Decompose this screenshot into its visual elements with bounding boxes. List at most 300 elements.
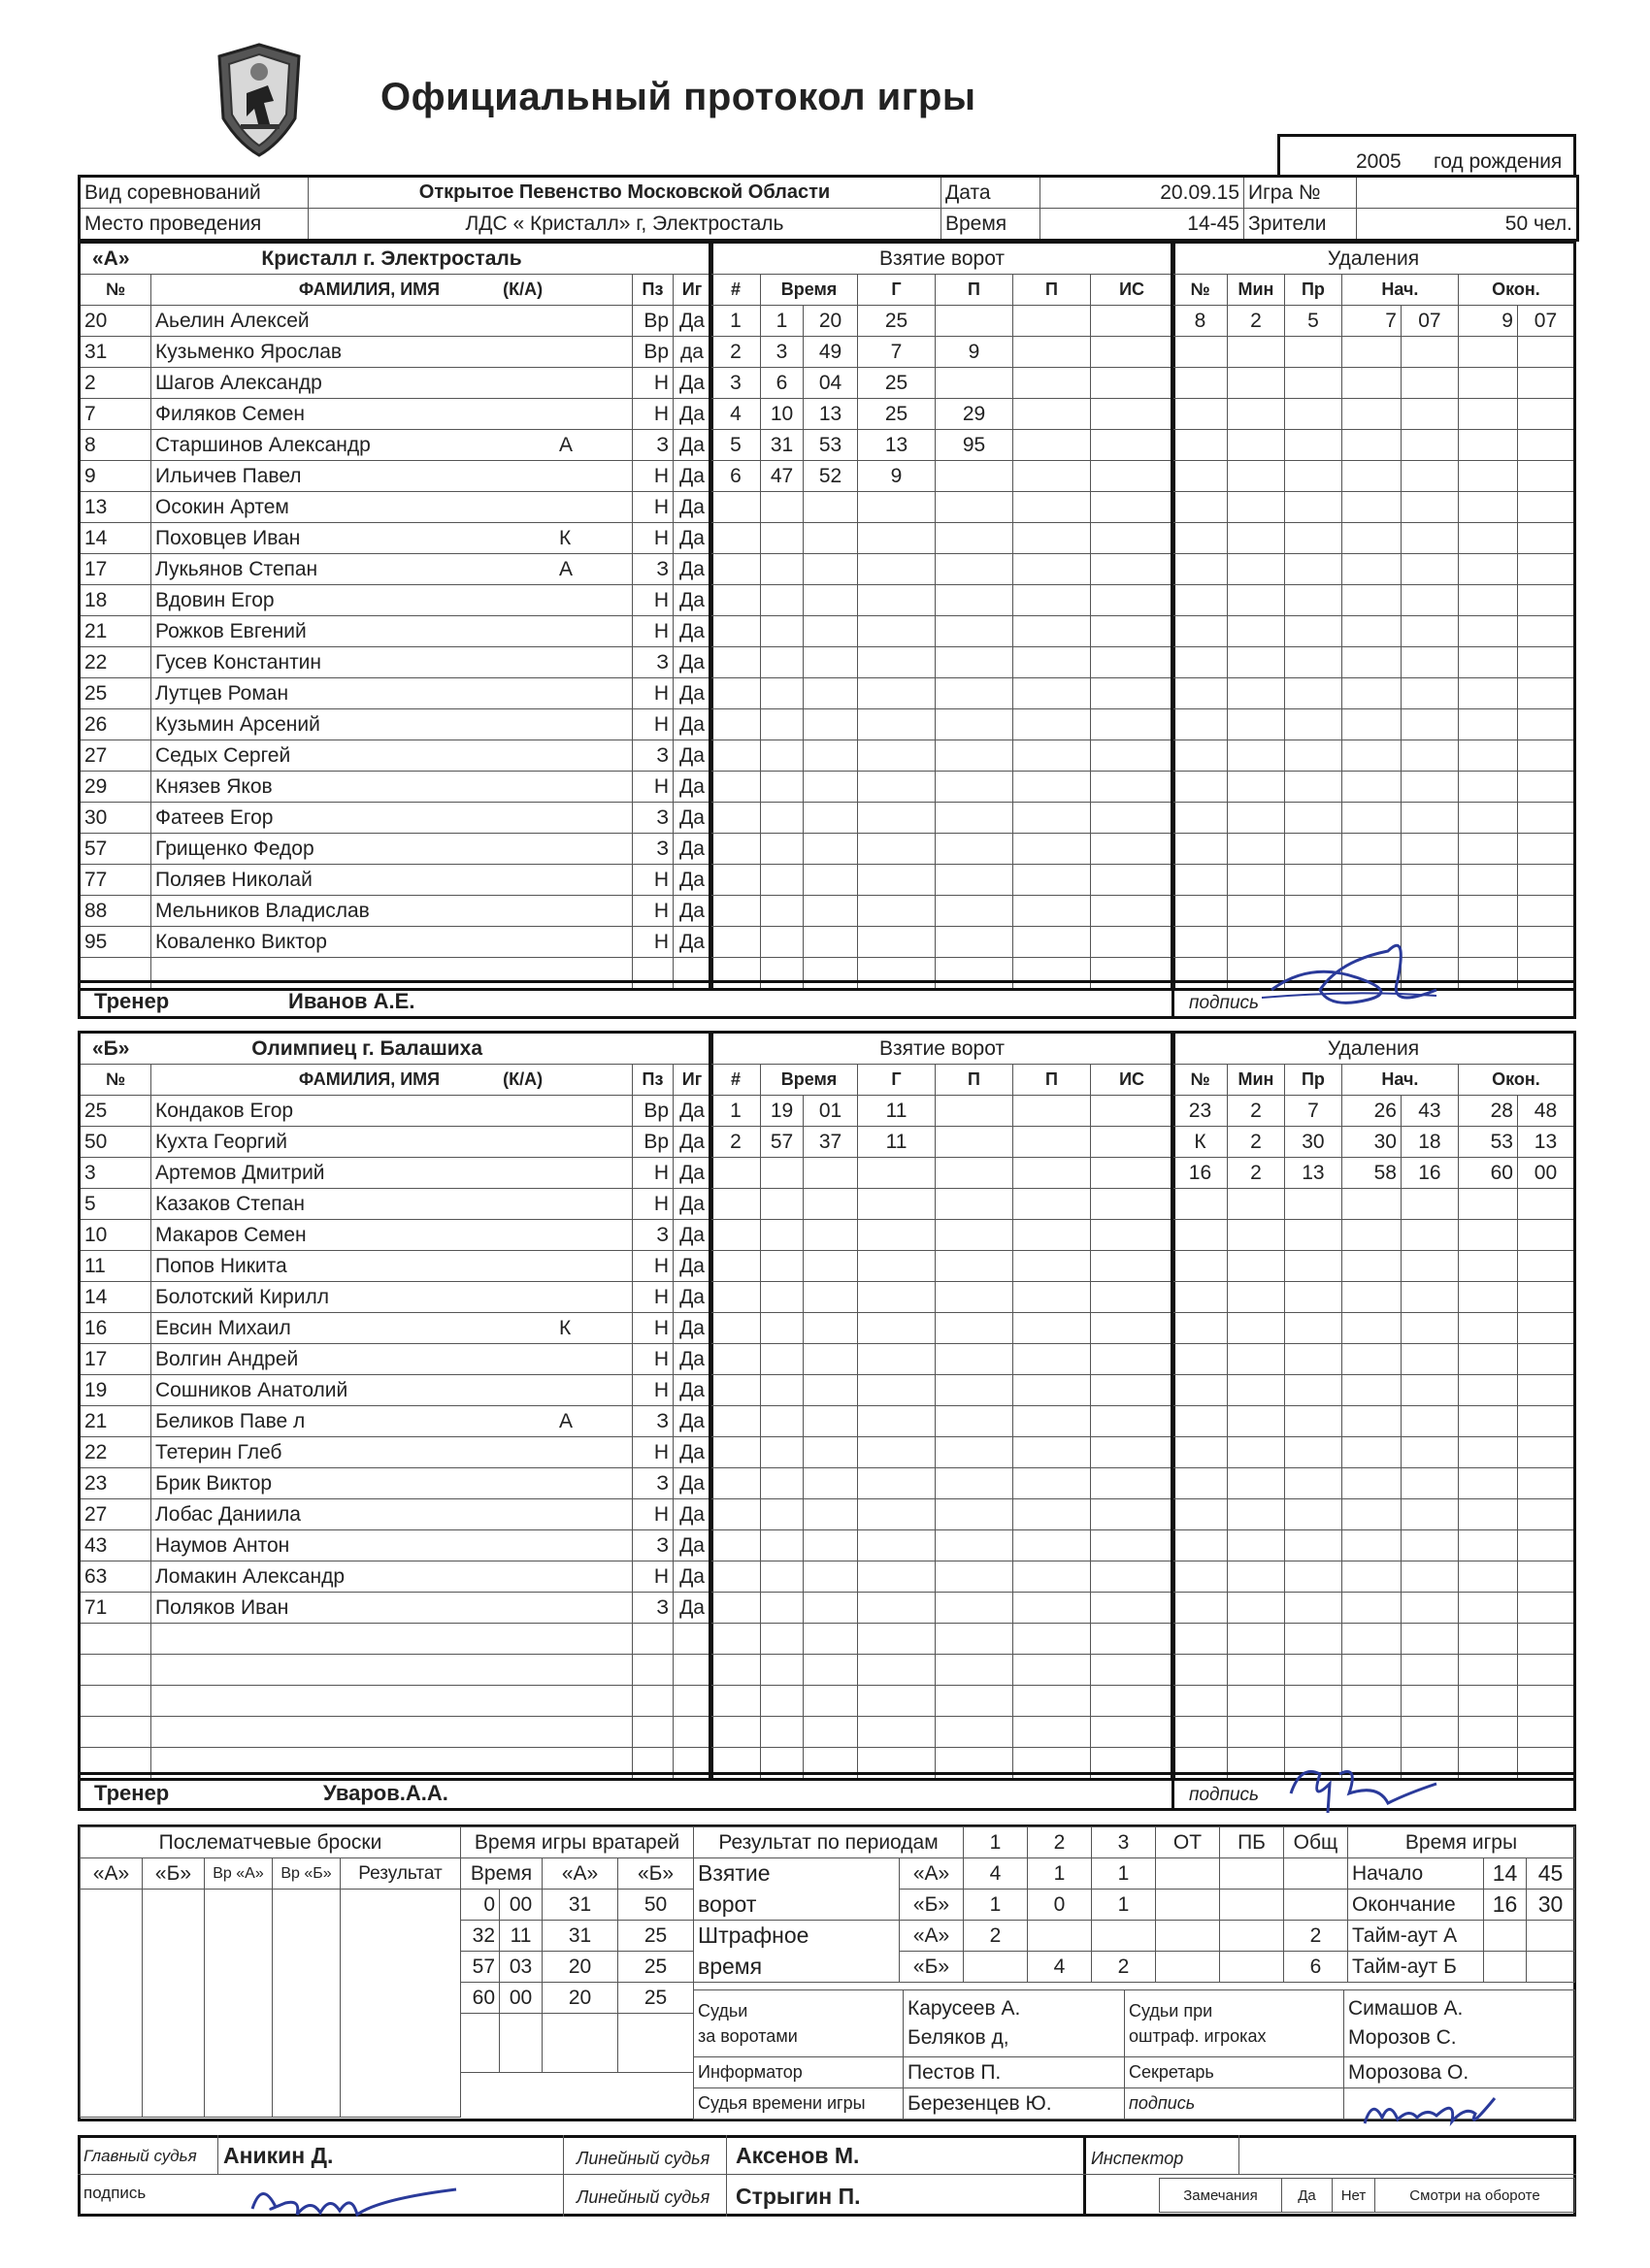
player-name: Болотский Кирилл: [155, 1285, 329, 1308]
player-played: Да: [674, 834, 712, 865]
goal-minute: [761, 1313, 804, 1344]
goalie-time-row: [461, 1890, 694, 1921]
penalty-start-sec: [1401, 1189, 1458, 1220]
goal-situation: [1091, 1127, 1174, 1158]
goal-scorer: [858, 678, 936, 709]
player-played: [674, 1655, 712, 1686]
player-number: [80, 1655, 151, 1686]
player-name: Сошников Анатолий: [155, 1378, 348, 1401]
penalty-player: 8: [1172, 306, 1228, 337]
penalty-start-min: [1341, 1437, 1401, 1468]
goal-row: [710, 1189, 1174, 1220]
player-position: З: [633, 1468, 674, 1499]
penalty-end-min: [1458, 1220, 1517, 1251]
penalty-reason: [1284, 616, 1341, 647]
col-goal-time: Время: [761, 1065, 858, 1096]
goal-assist-2: [1013, 1561, 1091, 1593]
penalty-end-sec: [1517, 896, 1574, 927]
remarks-yes[interactable]: Да: [1282, 2179, 1333, 2213]
goal-assist-2: [1013, 523, 1091, 554]
goal-scorer: [858, 834, 936, 865]
goal-row: [710, 1313, 1174, 1344]
informer-label: Информатор: [694, 2057, 904, 2088]
player-played: Да: [674, 1313, 712, 1344]
goal-second: [804, 740, 858, 772]
penalty-start-min: [1341, 1561, 1401, 1593]
player-name-cell: [151, 523, 633, 554]
player-number: 14: [80, 523, 151, 554]
player-number: 13: [80, 492, 151, 523]
penalty-minutes: [1227, 772, 1284, 803]
goal-scorer: [858, 1530, 936, 1561]
penalty-end-min: [1458, 709, 1517, 740]
player-position: Н: [633, 585, 674, 616]
penalty-end-min: [1458, 1251, 1517, 1282]
chief-referee-label: Главный судья: [83, 2147, 197, 2165]
player-name-cell: [151, 1717, 633, 1748]
player-name-cell: [151, 834, 633, 865]
player-played: Да: [674, 399, 712, 430]
goal-minute: [761, 492, 804, 523]
goal-row: [710, 740, 1174, 772]
chief-referee-name: Аникин Д.: [223, 2143, 334, 2168]
player-name-cell: [151, 430, 633, 461]
goal-situation: [1091, 740, 1174, 772]
penalty-end-min: [1458, 1530, 1517, 1561]
penalty-minutes: [1227, 1220, 1284, 1251]
penalty-end-sec: [1517, 678, 1574, 709]
game-time-title: Время игры: [1348, 1827, 1575, 1858]
goal-situation: [1091, 865, 1174, 896]
player-position: Вр: [633, 337, 674, 368]
penalty-end-sec: [1517, 1282, 1574, 1313]
goal-assist-1: [936, 616, 1013, 647]
penalty-minutes: [1227, 1406, 1284, 1437]
player-name: Поляков Иван: [155, 1595, 289, 1619]
penalty-row: [1172, 834, 1575, 865]
goal-minute: [761, 803, 804, 834]
penalty-start-sec: [1401, 337, 1458, 368]
player-position: [633, 1655, 674, 1686]
goal-situation: [1091, 1406, 1174, 1437]
penalty-player: [1172, 1624, 1228, 1655]
goal-scorer: [858, 927, 936, 958]
player-name-cell: [151, 1561, 633, 1593]
penalty-start-min: 30: [1341, 1127, 1401, 1158]
penalty-minutes: [1227, 554, 1284, 585]
penalty-start-min: [1341, 399, 1401, 430]
goal-assist-2: [1013, 1313, 1091, 1344]
player-number: 14: [80, 1282, 151, 1313]
goal-situation: [1091, 1437, 1174, 1468]
timekeeper-label: Судья времени игры: [694, 2088, 904, 2120]
game-no-label: Игра №: [1244, 177, 1357, 209]
penalty-start-min: [1341, 834, 1401, 865]
penalty-start-min: [1341, 1406, 1401, 1437]
player-number: 2: [80, 368, 151, 399]
goal-second: [804, 1655, 858, 1686]
goal-number: [710, 492, 761, 523]
goal-assist-1: [936, 772, 1013, 803]
player-name: Брик Виктор: [155, 1471, 273, 1495]
player-number: 22: [80, 1437, 151, 1468]
penalty-player: [1172, 1530, 1228, 1561]
pim-row-b-tag: «Б»: [900, 1952, 964, 1983]
penalty-player: [1172, 803, 1228, 834]
period-col-ot: ОТ: [1156, 1827, 1220, 1858]
goal-number: [710, 896, 761, 927]
penalty-minutes: 2: [1227, 306, 1284, 337]
penalty-end-min: [1458, 1282, 1517, 1313]
goal-assist-2: [1013, 1096, 1091, 1127]
penalty-minutes: [1227, 1593, 1284, 1624]
goal-assist-2: [1013, 772, 1091, 803]
player-name: Лукьянов Степан: [155, 557, 318, 580]
player-name-cell: [151, 1530, 633, 1561]
penalty-start-sec: [1401, 368, 1458, 399]
penalty-player: [1172, 709, 1228, 740]
goal-row: [710, 678, 1174, 709]
penalty-reason: [1284, 803, 1341, 834]
goal-situation: [1091, 337, 1174, 368]
goal-row: [710, 1468, 1174, 1499]
goal-number: [710, 1561, 761, 1593]
penalty-end-sec: [1517, 1189, 1574, 1220]
col-pen-no: №: [1172, 275, 1228, 306]
penalty-end-sec: [1517, 1313, 1574, 1344]
goal-minute: [761, 647, 804, 678]
penalty-row: [1172, 368, 1575, 399]
player-name: Шагов Александр: [155, 371, 322, 394]
penalty-reason: 13: [1284, 1158, 1341, 1189]
penalty-row: [1172, 647, 1575, 678]
penalty-end-min: [1458, 1624, 1517, 1655]
penalty-start-min: [1341, 368, 1401, 399]
team-a-roster: [78, 241, 713, 991]
goal-judges: Карусеев А. Беляков д,: [904, 1990, 1125, 2057]
player-name-cell: [151, 803, 633, 834]
goal-row: [710, 1624, 1174, 1655]
goal-minute: [761, 709, 804, 740]
penalty-row: [1172, 430, 1575, 461]
goal-row: [710, 1499, 1174, 1530]
penalty-start-sec: 07: [1401, 306, 1458, 337]
goal-second: [804, 1593, 858, 1624]
penalty-minutes: [1227, 368, 1284, 399]
penalty-row: [1172, 1127, 1575, 1158]
player-row: [80, 709, 712, 740]
goals-b-p1: 1: [964, 1890, 1028, 1921]
penalty-end-sec: [1517, 523, 1574, 554]
penalty-reason: [1284, 678, 1341, 709]
penalty-end-sec: [1517, 337, 1574, 368]
player-played: Да: [674, 1468, 712, 1499]
goal-minute: [761, 896, 804, 927]
team-a-goals: [709, 241, 1175, 991]
goal-situation: [1091, 1561, 1174, 1593]
team-b-roster: [78, 1031, 713, 1781]
penalty-row: [1172, 772, 1575, 803]
penalty-start-sec: [1401, 709, 1458, 740]
goal-minute: 57: [761, 1127, 804, 1158]
penalty-reason: [1284, 1251, 1341, 1282]
penalty-start-sec: [1401, 1717, 1458, 1748]
penalty-start-min: [1341, 585, 1401, 616]
penalty-minutes: [1227, 523, 1284, 554]
penalty-reason: [1284, 1530, 1341, 1561]
penalty-row: [1172, 1655, 1575, 1686]
penalty-start-min: [1341, 1189, 1401, 1220]
goalie-time-table: [460, 1826, 694, 2073]
penalty-end-sec: [1517, 368, 1574, 399]
player-name-cell: [151, 585, 633, 616]
penalty-player: [1172, 1686, 1228, 1717]
goal-second: [804, 1499, 858, 1530]
col-pen-no: №: [1172, 1065, 1228, 1096]
player-played: Да: [674, 740, 712, 772]
player-number: 19: [80, 1375, 151, 1406]
goal-situation: [1091, 1189, 1174, 1220]
gk-minute: 0: [461, 1890, 500, 1921]
team-b-coach-name: Уваров.А.А.: [323, 1781, 448, 1805]
col-name: ФАМИЛИЯ, ИМЯ (К/А): [151, 1065, 633, 1096]
penalty-end-min: [1458, 1344, 1517, 1375]
penalty-end-sec: [1517, 430, 1574, 461]
penalty-judges-label: Судьи при оштраф. игроках: [1125, 1990, 1344, 2057]
goal-second: [804, 523, 858, 554]
penalty-end-min: [1458, 1499, 1517, 1530]
player-played: Да: [674, 896, 712, 927]
venue-value: ЛДС « Кристалл» г, Электросталь: [309, 209, 941, 241]
player-row: [80, 647, 712, 678]
penalty-end-min: [1458, 616, 1517, 647]
gk-col-b: «Б»: [618, 1858, 694, 1890]
penalty-start-min: [1341, 554, 1401, 585]
player-row: [80, 678, 712, 709]
player-played: Да: [674, 1251, 712, 1282]
player-row: [80, 1499, 712, 1530]
player-name: Тетерин Глеб: [155, 1440, 282, 1463]
player-number: 71: [80, 1593, 151, 1624]
player-number: 27: [80, 740, 151, 772]
player-position: Вр: [633, 306, 674, 337]
col-assist-1: П: [936, 1065, 1013, 1096]
player-row: [80, 865, 712, 896]
player-name: Князев Яков: [155, 774, 273, 798]
penalty-start-sec: [1401, 1375, 1458, 1406]
player-name-cell: [151, 1127, 633, 1158]
penalty-start-min: [1341, 1717, 1401, 1748]
goal-second: [804, 492, 858, 523]
goals-a-p2: 1: [1028, 1858, 1092, 1890]
goal-situation: [1091, 803, 1174, 834]
date-value: 20.09.15: [1040, 177, 1244, 209]
penalty-reason: 5: [1284, 306, 1341, 337]
goal-row: [710, 803, 1174, 834]
penalty-start-min: [1341, 1313, 1401, 1344]
player-played: Да: [674, 368, 712, 399]
penalty-player: 16: [1172, 1158, 1228, 1189]
player-played: Да: [674, 709, 712, 740]
penalty-reason: [1284, 1437, 1341, 1468]
goal-situation: [1091, 896, 1174, 927]
player-name-cell: [151, 1375, 633, 1406]
penalty-player: К: [1172, 1127, 1228, 1158]
goal-number: [710, 740, 761, 772]
goal-number: [710, 1189, 761, 1220]
col-goal-time: Время: [761, 275, 858, 306]
col-pen-start: Нач.: [1341, 275, 1458, 306]
player-name: Вдовин Егор: [155, 588, 275, 611]
goal-minute: [761, 834, 804, 865]
goal-minute: 47: [761, 461, 804, 492]
goal-second: [804, 1437, 858, 1468]
goal-assist-2: [1013, 399, 1091, 430]
player-name-cell: [151, 1468, 633, 1499]
goal-second: 20: [804, 306, 858, 337]
penalty-reason: [1284, 740, 1341, 772]
penalty-start-min: [1341, 772, 1401, 803]
goal-row: [710, 616, 1174, 647]
goal-second: [804, 1313, 858, 1344]
player-position: З: [633, 554, 674, 585]
penalty-end-min: [1458, 430, 1517, 461]
penalty-end-min: [1458, 1313, 1517, 1344]
player-number: 18: [80, 585, 151, 616]
player-name-cell: [151, 678, 633, 709]
player-name-cell: [151, 865, 633, 896]
player-name: Евсин Михаил: [155, 1316, 291, 1339]
penalty-end-min: [1458, 1189, 1517, 1220]
player-position: Н: [633, 709, 674, 740]
player-name: Ильичев Павел: [155, 464, 302, 487]
penalty-player: [1172, 1282, 1228, 1313]
team-b-coach-label: Тренер: [94, 1781, 170, 1805]
player-name-cell: [151, 1593, 633, 1624]
player-name: Поховцев Иван: [155, 526, 301, 549]
penalty-player: [1172, 834, 1228, 865]
team-a-penalties-title: Удаления: [1172, 243, 1575, 275]
penalty-end-min: [1458, 803, 1517, 834]
goal-assist-1: [936, 492, 1013, 523]
player-number: 9: [80, 461, 151, 492]
player-row: [80, 523, 712, 554]
goal-minute: [761, 523, 804, 554]
player-number: 25: [80, 678, 151, 709]
col-pos: Пз: [633, 275, 674, 306]
player-played: Да: [674, 461, 712, 492]
gk-col-time: Время: [461, 1858, 543, 1890]
goal-second: 37: [804, 1127, 858, 1158]
goal-second: [804, 927, 858, 958]
goals-row-label: Взятие: [694, 1858, 900, 1890]
gk-col-a: «А»: [543, 1858, 618, 1890]
penalty-end-sec: [1517, 1593, 1574, 1624]
penalty-minutes: [1227, 1561, 1284, 1593]
team-b-penalties-title: Удаления: [1172, 1033, 1575, 1065]
goal-second: [804, 678, 858, 709]
penalty-start-min: [1341, 803, 1401, 834]
gk-second: 00: [500, 1983, 543, 2014]
goal-assist-1: [936, 1220, 1013, 1251]
player-played: да: [674, 337, 712, 368]
penalty-end-min: [1458, 834, 1517, 865]
goal-minute: [761, 772, 804, 803]
penalty-reason: [1284, 709, 1341, 740]
goal-row: [710, 1375, 1174, 1406]
goal-assist-2: [1013, 1686, 1091, 1717]
goal-number: [710, 1686, 761, 1717]
player-row: [80, 492, 712, 523]
remarks-no[interactable]: Нет: [1333, 2179, 1375, 2213]
goal-scorer: 9: [858, 461, 936, 492]
goal-scorer: [858, 585, 936, 616]
player-row: [80, 1158, 712, 1189]
penalty-start-sec: [1401, 399, 1458, 430]
shootout-col-a: «А»: [81, 1858, 143, 1890]
penalty-player: 23: [1172, 1096, 1228, 1127]
penalty-start-min: [1341, 1468, 1401, 1499]
goal-assist-2: [1013, 306, 1091, 337]
penalty-row: [1172, 616, 1575, 647]
player-name-cell: [151, 337, 633, 368]
goal-second: [804, 865, 858, 896]
goals-a-total: [1284, 1858, 1348, 1890]
penalty-row: [1172, 1096, 1575, 1127]
goal-situation: [1091, 1251, 1174, 1282]
penalty-end-sec: [1517, 1251, 1574, 1282]
goal-situation: [1091, 647, 1174, 678]
goal-second: [804, 1375, 858, 1406]
penalty-minutes: [1227, 865, 1284, 896]
goal-minute: [761, 1220, 804, 1251]
player-row: [80, 1686, 712, 1717]
remarks-table: [1159, 2178, 1575, 2213]
col-pen-end: Окон.: [1458, 275, 1574, 306]
goal-minute: [761, 1655, 804, 1686]
goal-second: [804, 1282, 858, 1313]
penalty-player: [1172, 1437, 1228, 1468]
player-position: Н: [633, 523, 674, 554]
penalty-start-sec: 16: [1401, 1158, 1458, 1189]
goal-second: [804, 554, 858, 585]
goal-number: [710, 1344, 761, 1375]
goal-assist-2: [1013, 678, 1091, 709]
goal-assist-1: [936, 1499, 1013, 1530]
player-name: Макаров Семен: [155, 1223, 307, 1246]
player-row: [80, 1251, 712, 1282]
player-played: Да: [674, 1530, 712, 1561]
penalty-reason: [1284, 585, 1341, 616]
goal-second: [804, 834, 858, 865]
player-row: [80, 1189, 712, 1220]
goal-number: [710, 803, 761, 834]
player-number: 57: [80, 834, 151, 865]
penalty-end-min: [1458, 647, 1517, 678]
player-name-cell: [151, 1406, 633, 1437]
goal-assist-2: [1013, 1251, 1091, 1282]
team-b-tag: «Б»: [92, 1036, 130, 1060]
goal-second: [804, 1344, 858, 1375]
goal-number: [710, 1313, 761, 1344]
timeout-b-label: Тайм-аут Б: [1348, 1952, 1484, 1983]
player-number: 77: [80, 865, 151, 896]
team-b-coach-sign-label: подпись: [1189, 1785, 1260, 1805]
player-played: Да: [674, 554, 712, 585]
goal-number: [710, 1406, 761, 1437]
penalty-reason: [1284, 865, 1341, 896]
penalty-end-sec: [1517, 585, 1574, 616]
